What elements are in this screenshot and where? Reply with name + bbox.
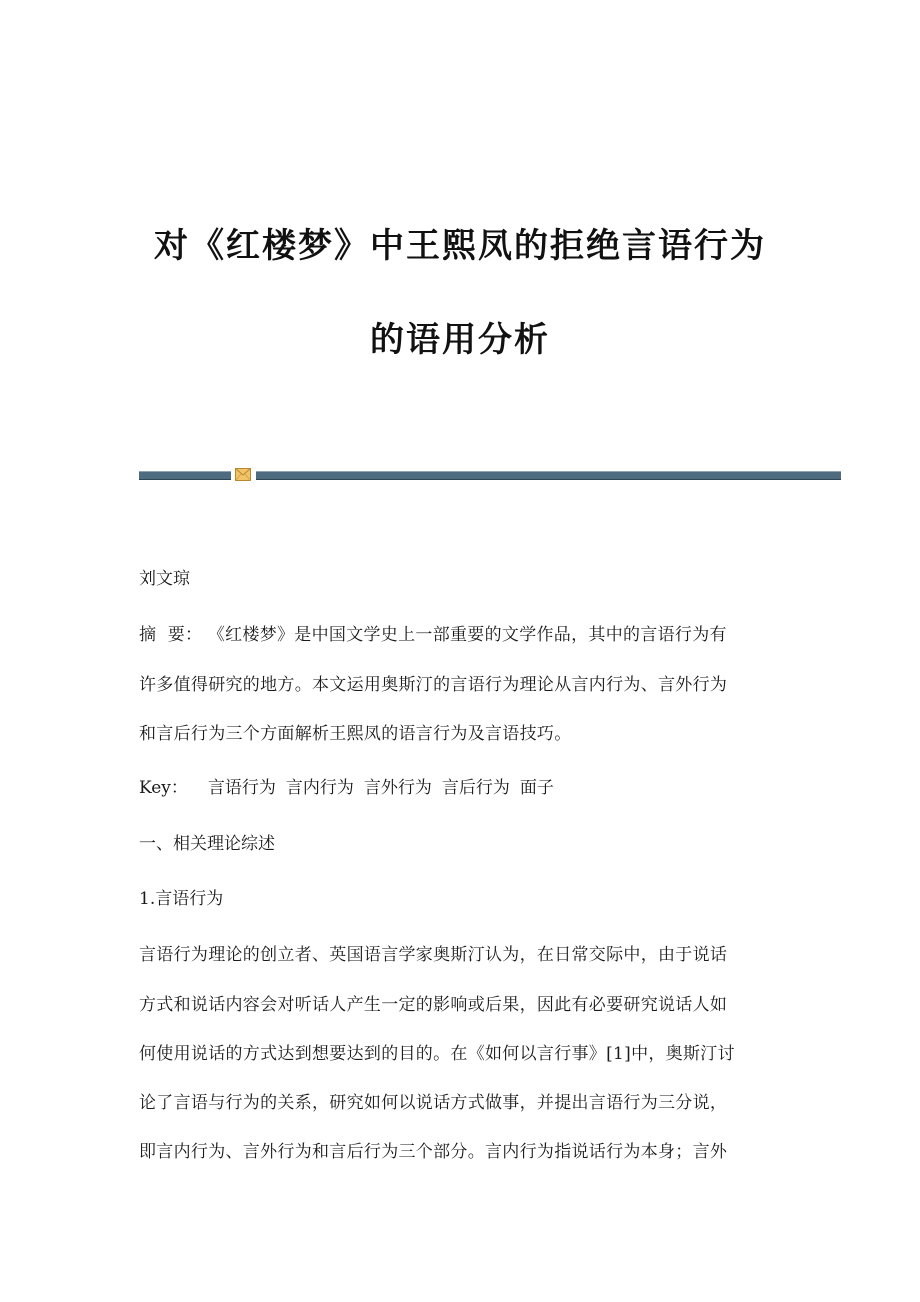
body-line-4: 论了言语与行为的关系，研究如何以说话方式做事，并提出言语行为三分说， xyxy=(139,1093,728,1113)
abstract-text-1: 《红楼梦》是中国文学史上一部重要的文学作品，其中的言语行为有 xyxy=(216,625,727,645)
title-line-2: 的语用分析 xyxy=(370,320,550,360)
keyword-term: 言后行为 xyxy=(441,778,510,798)
keyword-term: 言内行为 xyxy=(285,778,354,798)
abstract-line-1 xyxy=(139,625,727,645)
divider-bar-left xyxy=(139,471,231,480)
keyword-term: 面子 xyxy=(519,778,554,798)
keywords-line xyxy=(139,778,564,798)
keyword-term: 言语行为 xyxy=(207,778,276,798)
title-divider xyxy=(139,471,841,480)
body-line-5: 即言内行为、言外行为和言后行为三个部分。言内行为指说话行为本身；言外 xyxy=(139,1142,728,1162)
abstract-label: 摘 要： xyxy=(139,625,203,645)
subsection-heading: 1.言语行为 xyxy=(139,889,224,909)
author-name: 刘文琼 xyxy=(139,569,190,589)
body-line-3: 何使用说话的方式达到想要达到的目的。在《如何以言行事》[1]中，奥斯汀讨 xyxy=(139,1044,735,1064)
abstract-line-2: 许多值得研究的地方。本文运用奥斯汀的言语行为理论从言内行为、言外行为 xyxy=(139,675,728,695)
divider-bar-right xyxy=(256,471,841,480)
body-line-2: 方式和说话内容会对听话人产生一定的影响或后果，因此有必要研究说话人如 xyxy=(139,995,728,1015)
mail-envelope-icon xyxy=(235,468,251,481)
body-line-1: 言语行为理论的创立者、英国语言学家奥斯汀认为，在日常交际中，由于说话 xyxy=(139,945,728,965)
keywords-label: Key： xyxy=(139,778,188,798)
abstract-line-3: 和言后行为三个方面解析王熙凤的语言行为及言语技巧。 xyxy=(139,724,572,744)
title-line-1: 对《红楼梦》中王熙凤的拒绝言语行为 xyxy=(154,226,766,266)
keyword-term: 言外行为 xyxy=(363,778,432,798)
section-heading: 一、相关理论综述 xyxy=(139,834,275,854)
